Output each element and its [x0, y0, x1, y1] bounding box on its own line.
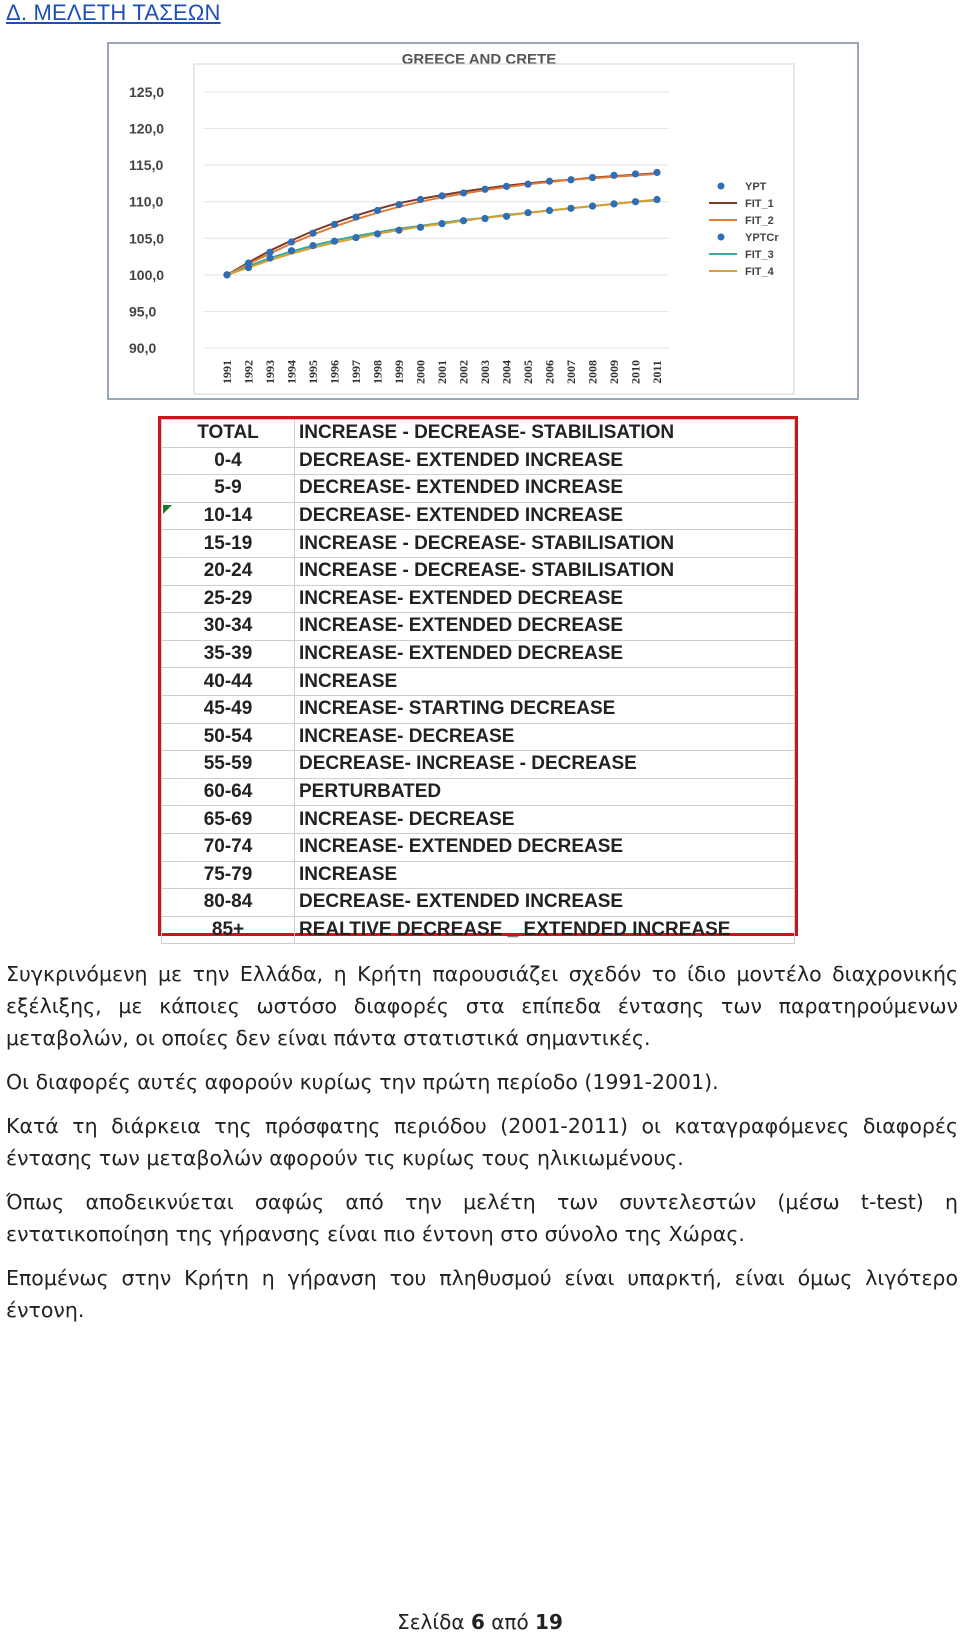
series-line-fit_3: [227, 200, 657, 275]
paragraph: Κατά τη διάρκεια της πρόσφατης περιόδου (2001-2011) οι καταγραφόμενες διαφορές έντασης των μεταβολών αφορούν τις κυρίως τους ηλικιωμένους.: [6, 1114, 958, 1170]
data-point-yptcr: [653, 196, 660, 203]
x-tick-label: 2007: [564, 360, 578, 384]
data-point-yptcr: [245, 264, 252, 271]
cell-marker: [163, 505, 172, 514]
data-point-ypt: [288, 238, 295, 245]
page-footer: [0, 1610, 960, 1634]
data-point-yptcr: [331, 238, 338, 245]
trend-cell: INCREASE: [295, 861, 795, 889]
data-point-yptcr: [524, 209, 531, 216]
trend-cell: INCREASE - DECREASE- STABILISATION: [295, 420, 795, 448]
data-point-ypt: [567, 176, 574, 183]
table-row: [162, 613, 795, 641]
y-tick-label: 125,0: [129, 84, 165, 100]
table-row: [162, 806, 795, 834]
trend-cell: DECREASE- INCREASE - DECREASE: [295, 751, 795, 779]
age-group-cell: 75-79: [162, 861, 295, 889]
data-point-yptcr: [481, 215, 488, 222]
age-group-cell: 0-4: [162, 447, 295, 475]
x-tick-label: 2005: [521, 360, 535, 384]
data-point-yptcr: [417, 224, 424, 231]
x-tick-label: 2004: [499, 360, 514, 384]
y-tick-label: 110,0: [129, 193, 164, 210]
x-tick-label: 2008: [585, 360, 600, 384]
table-row: [162, 640, 795, 668]
table-row: [162, 530, 795, 558]
data-point-ypt: [589, 174, 596, 181]
y-tick-label: 100,0: [129, 266, 165, 283]
age-group-cell: 50-54: [162, 723, 295, 751]
data-point-ypt: [352, 213, 359, 220]
paragraph: Όπως αποδεικνύεται σαφώς από την μελέτη των συντελεστών (μέσω t-test) η εντατικοποίηση της γήρανσης είναι πιο έντονη στο σύνολο της Χώρας.: [6, 1190, 958, 1246]
y-tick-label: 90,0: [129, 340, 157, 356]
x-tick-label: 1993: [263, 360, 277, 384]
chart-figure: [107, 42, 859, 400]
y-tick-label: 105,0: [129, 230, 165, 247]
plot-area-border: [194, 64, 794, 394]
table-row: [162, 420, 795, 448]
data-point-ypt: [546, 178, 553, 185]
age-group-cell: 35-39: [162, 640, 295, 668]
trend-cell: INCREASE- DECREASE: [295, 723, 795, 751]
footer-prefix: Σελίδα: [397, 1610, 465, 1634]
data-point-ypt: [653, 169, 660, 176]
trend-cell: INCREASE- EXTENDED DECREASE: [295, 613, 795, 641]
legend-marker: [718, 183, 725, 190]
table-row: [162, 723, 795, 751]
table-row: [162, 778, 795, 806]
table-row: [162, 889, 795, 917]
age-group-cell: 15-19: [162, 530, 295, 558]
legend-label: FIT_3: [745, 249, 774, 261]
age-group-cell: 80-84: [162, 889, 295, 917]
legend-marker: [718, 234, 725, 241]
paragraph: Οι διαφορές αυτές αφορούν κυρίως την πρώτη περίοδο (1991-2001).: [6, 1070, 719, 1094]
trend-cell: INCREASE - DECREASE- STABILISATION: [295, 530, 795, 558]
age-group-cell: 60-64: [162, 778, 295, 806]
data-point-yptcr: [223, 271, 230, 278]
table-row: [162, 668, 795, 696]
data-point-yptcr: [567, 205, 574, 212]
data-point-yptcr: [309, 242, 316, 249]
x-tick-label: 2001: [435, 360, 449, 384]
x-tick-label: 2006: [542, 360, 557, 384]
page-heading: Δ. ΜΕΛΕΤΗ ΤΑΣΕΩΝ: [6, 0, 221, 25]
legend-label: YPTCr: [745, 232, 779, 244]
x-tick-label: 1991: [220, 360, 234, 384]
x-tick-label: 1998: [370, 360, 385, 384]
data-point-yptcr: [546, 207, 553, 214]
data-point-yptcr: [352, 234, 359, 241]
data-point-ypt: [610, 172, 617, 179]
age-group-cell: 40-44: [162, 668, 295, 696]
trend-cell: INCREASE- EXTENDED DECREASE: [295, 833, 795, 861]
trend-cell: INCREASE- EXTENDED DECREASE: [295, 640, 795, 668]
trend-cell: DECREASE- EXTENDED INCREASE: [295, 502, 795, 530]
x-tick-label: 2009: [607, 360, 621, 384]
trend-cell: INCREASE - DECREASE- STABILISATION: [295, 557, 795, 585]
table-row: [162, 447, 795, 475]
data-point-ypt: [481, 186, 488, 193]
data-point-ypt: [417, 196, 424, 203]
age-group-cell: 25-29: [162, 585, 295, 613]
data-point-yptcr: [632, 198, 639, 205]
trend-cell: DECREASE- EXTENDED INCREASE: [295, 447, 795, 475]
data-point-ypt: [438, 192, 445, 199]
body-text: [6, 958, 958, 1338]
x-tick-label: 2000: [413, 360, 428, 384]
table-row: [162, 475, 795, 503]
legend-label: YPT: [745, 181, 767, 193]
data-point-yptcr: [374, 230, 381, 237]
chart-title: GREECE AND CRETE: [401, 51, 557, 68]
data-point-ypt: [331, 221, 338, 228]
line-chart: [109, 44, 857, 398]
table-row: [162, 557, 795, 585]
trend-cell: INCREASE: [295, 668, 795, 696]
y-tick-label: 120,0: [129, 120, 165, 137]
age-group-cell: 45-49: [162, 695, 295, 723]
trend-cell: INCREASE- EXTENDED DECREASE: [295, 585, 795, 613]
table-row: [162, 916, 795, 944]
legend-label: FIT_1: [745, 198, 774, 210]
data-point-ypt: [524, 181, 531, 188]
data-point-ypt: [309, 230, 316, 237]
age-group-cell: TOTAL: [162, 420, 295, 448]
data-point-yptcr: [503, 213, 510, 220]
age-group-cell: 55-59: [162, 751, 295, 779]
data-point-ypt: [632, 170, 639, 177]
age-group-cell: 10-14: [162, 502, 295, 530]
x-tick-label: 1995: [306, 360, 320, 384]
data-point-yptcr: [438, 220, 445, 227]
footer-middle: από: [491, 1610, 529, 1634]
age-group-cell: 30-34: [162, 613, 295, 641]
x-tick-label: 1999: [392, 360, 406, 384]
x-tick-label: 2010: [628, 360, 643, 384]
age-group-cell: 5-9: [162, 475, 295, 503]
y-tick-label: 95,0: [129, 303, 157, 320]
paragraph: Επομένως στην Κρήτη η γήρανση του πληθυσμού είναι υπαρκτή, είναι όμως λιγότερο έντονη.: [6, 1266, 958, 1322]
x-tick-label: 1992: [241, 360, 256, 384]
data-point-yptcr: [589, 203, 596, 210]
data-point-yptcr: [288, 247, 295, 254]
x-tick-label: 1997: [349, 360, 363, 384]
data-point-yptcr: [610, 200, 617, 207]
y-tick-label: 115,0: [129, 157, 164, 174]
paragraph: Συγκρινόμενη με την Ελλάδα, η Κρήτη παρουσιάζει σχεδόν το ίδιο μοντέλο διαχρονικής εξέλιξης, με κάποιες ωστόσο διαφορές στα επίπεδα έντασης των παρατηρούμενων μεταβολών, οι οποίες δεν είναι πάντα στατιστικά σημαντικές.: [6, 962, 958, 1050]
trend-cell: INCREASE- STARTING DECREASE: [295, 695, 795, 723]
data-point-yptcr: [395, 227, 402, 234]
trend-table-frame: [158, 416, 798, 940]
data-point-ypt: [395, 201, 402, 208]
x-tick-label: 1996: [327, 360, 342, 384]
trend-cell: REALTIVE DECREASE _ EXTENDED INCREASE: [295, 916, 795, 944]
table-row: [162, 502, 795, 530]
age-group-cell: 70-74: [162, 833, 295, 861]
trend-cell: DECREASE- EXTENDED INCREASE: [295, 889, 795, 917]
data-point-ypt: [503, 183, 510, 190]
x-tick-label: 2002: [456, 360, 471, 384]
x-tick-label: 2011: [650, 360, 664, 384]
table-row: [162, 833, 795, 861]
table-row: [162, 585, 795, 613]
trend-cell: DECREASE- EXTENDED INCREASE: [295, 475, 795, 503]
legend-label: FIT_4: [745, 266, 774, 278]
x-tick-label: 1994: [284, 360, 299, 384]
age-group-cell: 65-69: [162, 806, 295, 834]
trend-table: [161, 419, 795, 944]
footer-total-pages: 19: [535, 1610, 563, 1634]
data-point-yptcr: [460, 217, 467, 224]
age-group-cell: 85+: [162, 916, 295, 944]
x-tick-label: 2003: [478, 360, 492, 384]
data-point-ypt: [460, 189, 467, 196]
table-row: [162, 751, 795, 779]
series-line-fit_4: [227, 200, 657, 275]
footer-page-number: 6: [470, 1610, 485, 1634]
legend-label: FIT_2: [745, 215, 774, 227]
table-row: [162, 695, 795, 723]
data-point-ypt: [374, 207, 381, 214]
trend-cell: PERTURBATED: [295, 778, 795, 806]
age-group-cell: 20-24: [162, 557, 295, 585]
data-point-yptcr: [266, 254, 273, 261]
table-row: [162, 861, 795, 889]
trend-cell: INCREASE- DECREASE: [295, 806, 795, 834]
